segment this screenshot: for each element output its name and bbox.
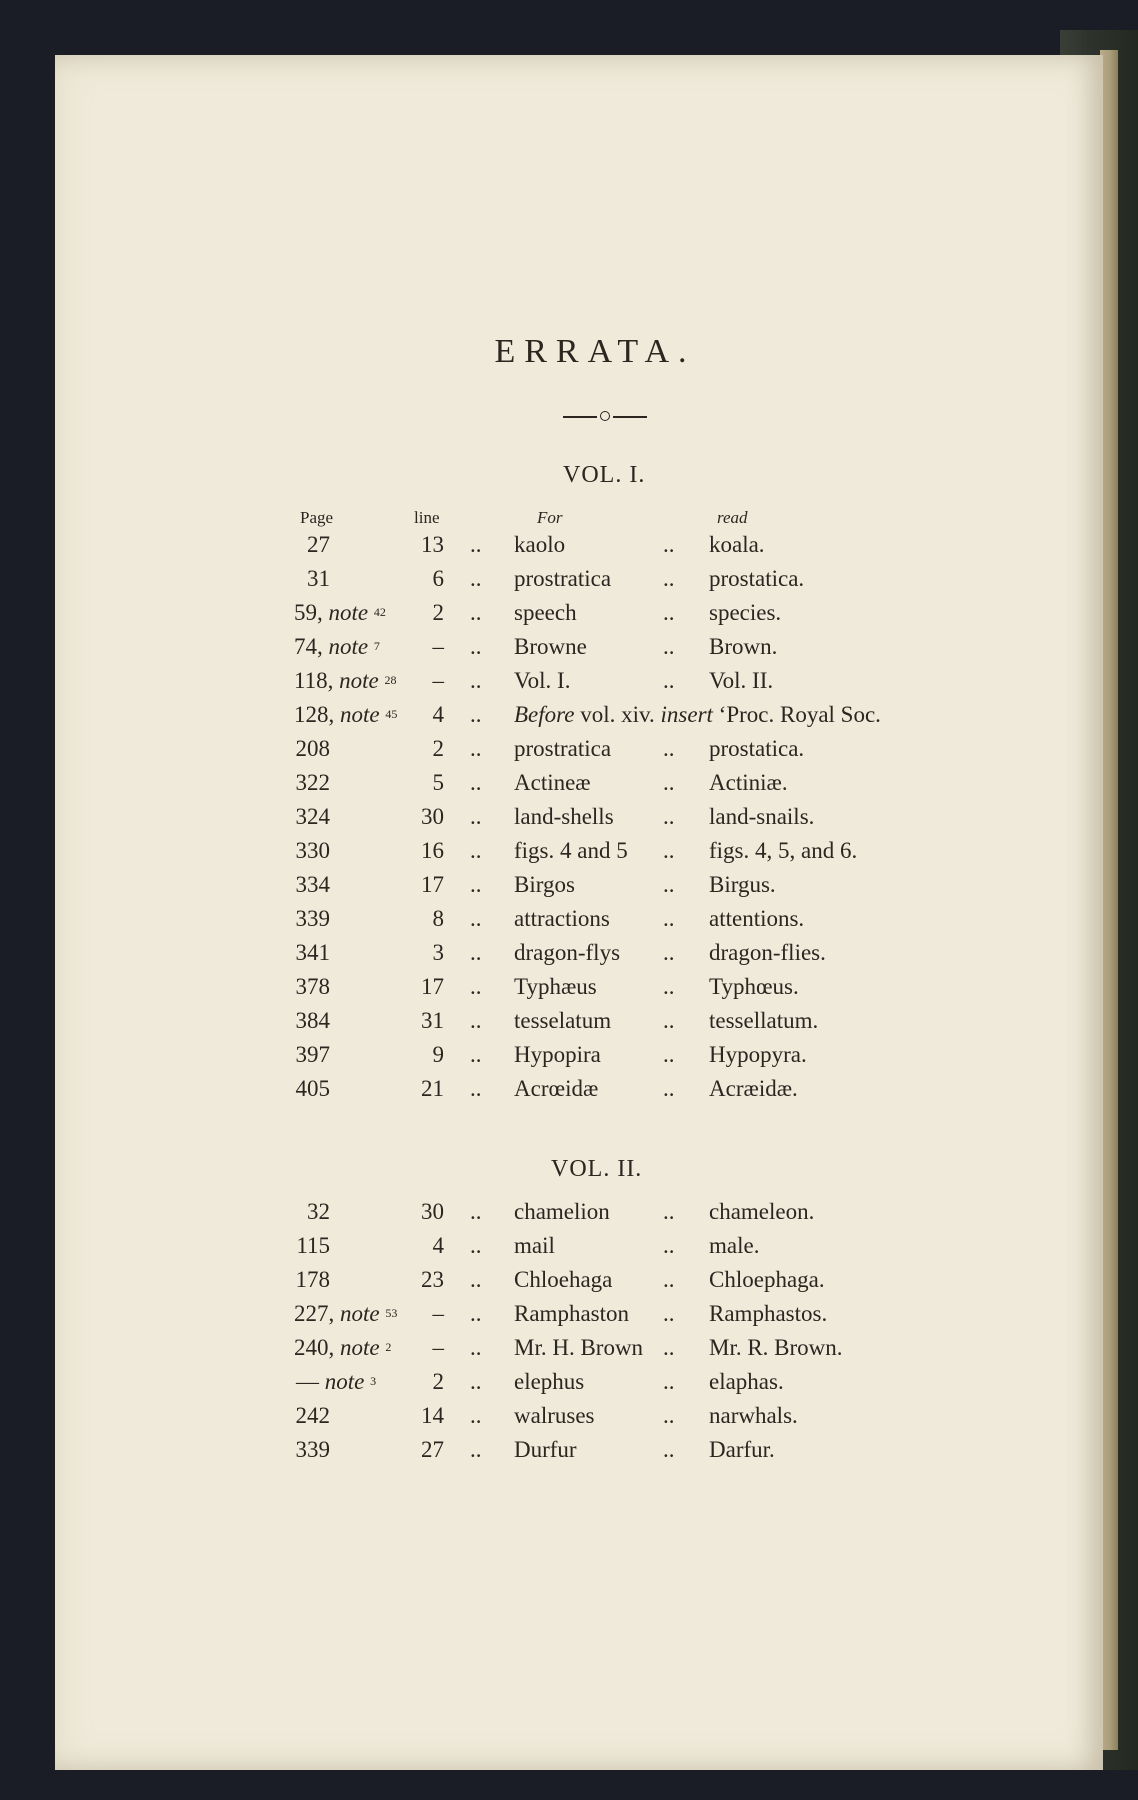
line-number: 6 [432, 566, 444, 591]
leader-dots: .. [470, 1335, 482, 1360]
erroneous-text: Browne [514, 634, 587, 659]
corrected-text: Acræidæ. [709, 1076, 798, 1101]
leader-dots: .. [663, 1335, 675, 1360]
page-note-ref: 59, note $^{42}$ [294, 600, 386, 625]
corrected-text: Hypopyra. [709, 1042, 807, 1067]
errata-row [0, 634, 1138, 664]
errata-row [0, 1369, 1138, 1399]
page-number: 341 [295, 940, 330, 965]
leader-dots: .. [663, 1267, 675, 1292]
corrected-text: Brown. [709, 634, 778, 659]
line-number: 30 [421, 1199, 444, 1224]
errata-row [0, 566, 1138, 596]
errata-row [0, 1076, 1138, 1106]
line-number: 27 [421, 1437, 444, 1462]
errata-row [0, 770, 1138, 800]
leader-dots: .. [470, 1042, 482, 1067]
corrected-text: Mr. R. Brown. [709, 1335, 843, 1360]
leader-dots: .. [470, 566, 482, 591]
line-number: 8 [432, 906, 444, 931]
erroneous-text: dragon-flys [514, 940, 621, 965]
insertion-instruction: Before vol. xiv. insert ‘Proc. Royal Soc. [514, 702, 881, 727]
corrected-text: narwhals. [709, 1403, 798, 1428]
leader-dots: .. [470, 770, 482, 795]
page-number: 339 [295, 906, 330, 931]
leader-dots: .. [663, 838, 675, 863]
line-number: 17 [421, 872, 444, 897]
leader-dots: .. [470, 668, 482, 693]
line-number: 3 [432, 940, 444, 965]
leader-dots: .. [663, 974, 675, 999]
line-number: 23 [421, 1267, 444, 1292]
erroneous-text: Birgos [514, 872, 575, 897]
leader-dots: .. [663, 940, 675, 965]
errata-row [0, 838, 1138, 868]
leader-dots: .. [470, 974, 482, 999]
vol1-heading: VOL. I. [563, 462, 646, 488]
leader-dots: .. [663, 532, 675, 557]
corrected-text: figs. 4, 5, and 6. [709, 838, 858, 863]
errata-row [0, 532, 1138, 562]
line-number: 31 [421, 1008, 444, 1033]
leader-dots: .. [470, 1403, 482, 1428]
line-number: 4 [432, 1233, 444, 1258]
line-number: 21 [421, 1076, 444, 1101]
erroneous-text: Mr. H. Brown [514, 1335, 644, 1360]
errata-row [0, 1008, 1138, 1038]
errata-row [0, 906, 1138, 936]
page-title: ERRATA. [494, 333, 696, 370]
corrected-text: species. [709, 600, 782, 625]
corrected-text: chameleon. [709, 1199, 815, 1224]
erroneous-text: Vol. I. [514, 668, 571, 693]
leader-dots: .. [470, 804, 482, 829]
corrected-text: Chloephaga. [709, 1267, 825, 1292]
errata-row [0, 702, 1138, 732]
page-number: 242 [295, 1403, 330, 1428]
errata-row [0, 1233, 1138, 1263]
leader-dots: .. [470, 838, 482, 863]
leader-dots: .. [470, 1076, 482, 1101]
column-header-for: For [537, 508, 563, 527]
erroneous-text: Ramphaston [514, 1301, 629, 1326]
page-number: 405 [295, 1076, 330, 1101]
leader-dots: .. [470, 1008, 482, 1033]
page-number: 324 [295, 804, 330, 829]
corrected-text: prostatica. [709, 736, 805, 761]
erroneous-text: Durfur [514, 1437, 577, 1462]
page-number: 384 [295, 1008, 330, 1033]
line-number: 2 [432, 736, 444, 761]
page-number: 378 [295, 974, 330, 999]
page-number: 330 [295, 838, 330, 863]
line-number: 14 [421, 1403, 444, 1428]
page-note-ref: 128, note $^{45}$ [294, 702, 398, 727]
erroneous-text: elephus [514, 1369, 585, 1394]
line-number: 9 [432, 1042, 444, 1067]
leader-dots: .. [470, 1267, 482, 1292]
leader-dots: .. [663, 1403, 675, 1428]
erroneous-text: prostratica [514, 736, 612, 761]
corrected-text: Actiniæ. [709, 770, 788, 795]
leader-dots: .. [470, 1437, 482, 1462]
leader-dots: .. [663, 1301, 675, 1326]
leader-dots: .. [663, 600, 675, 625]
erroneous-text: mail [514, 1233, 555, 1258]
errata-row [0, 872, 1138, 902]
corrected-text: Ramphastos. [709, 1301, 828, 1326]
errata-row [0, 1335, 1138, 1365]
corrected-text: prostatica. [709, 566, 805, 591]
corrected-text: elaphas. [709, 1369, 784, 1394]
corrected-text: male. [709, 1233, 760, 1258]
page-note-ref: 227, note $^{53}$ [294, 1301, 398, 1326]
line-number: – [432, 1335, 444, 1360]
errata-row [0, 1042, 1138, 1072]
page-number: 27 [307, 532, 330, 557]
erroneous-text: Chloehaga [514, 1267, 613, 1292]
leader-dots: .. [470, 1369, 482, 1394]
erroneous-text: Hypopira [514, 1042, 601, 1067]
erroneous-text: prostratica [514, 566, 612, 591]
erroneous-text: walruses [514, 1403, 595, 1428]
corrected-text: Vol. II. [709, 668, 774, 693]
erroneous-text: attractions [514, 906, 610, 931]
erroneous-text: figs. 4 and 5 [514, 838, 628, 863]
line-number: – [432, 634, 444, 659]
leader-dots: .. [663, 736, 675, 761]
corrected-text: koala. [709, 532, 765, 557]
leader-dots: .. [470, 906, 482, 931]
leader-dots: .. [663, 1437, 675, 1462]
erroneous-text: Acrœidæ [514, 1076, 599, 1101]
erroneous-text: Typhæus [514, 974, 597, 999]
line-number: – [432, 1301, 444, 1326]
errata-row [0, 1437, 1138, 1467]
errata-row [0, 940, 1138, 970]
errata-row [0, 804, 1138, 834]
line-number: 4 [432, 702, 444, 727]
leader-dots: .. [470, 940, 482, 965]
erroneous-text: kaolo [514, 532, 566, 557]
leader-dots: .. [470, 736, 482, 761]
line-number: – [432, 668, 444, 693]
errata-row [0, 600, 1138, 630]
leader-dots: .. [663, 1008, 675, 1033]
page-number: 115 [296, 1233, 330, 1258]
errata-row [0, 668, 1138, 698]
corrected-text: Darfur. [709, 1437, 775, 1462]
page-number: 334 [295, 872, 330, 897]
line-number: 2 [432, 600, 444, 625]
corrected-text: Typhœus. [709, 974, 799, 999]
page-number: 397 [295, 1042, 330, 1067]
leader-dots: .. [663, 804, 675, 829]
corrected-text: land-snails. [709, 804, 815, 829]
leader-dots: .. [663, 1369, 675, 1394]
leader-dots: .. [663, 770, 675, 795]
vol2-heading: VOL. II. [551, 1156, 643, 1182]
line-number: 2 [432, 1369, 444, 1394]
errata-row [0, 1403, 1138, 1433]
page-number: 31 [307, 566, 330, 591]
erroneous-text: speech [514, 600, 577, 625]
column-header-page: Page [300, 508, 334, 527]
column-header-read: read [717, 508, 748, 527]
page-number: 32 [307, 1199, 330, 1224]
erroneous-text: chamelion [514, 1199, 610, 1224]
leader-dots: .. [470, 634, 482, 659]
line-number: 16 [421, 838, 444, 863]
page-number: 208 [295, 736, 330, 761]
leader-dots: .. [470, 1301, 482, 1326]
errata-row [0, 736, 1138, 766]
errata-row [0, 1199, 1138, 1229]
leader-dots: .. [663, 634, 675, 659]
errata-row [0, 974, 1138, 1004]
leader-dots: .. [470, 1233, 482, 1258]
line-number: 5 [432, 770, 444, 795]
leader-dots: .. [470, 702, 482, 727]
leader-dots: .. [470, 600, 482, 625]
page-note-ref: 240, note $^2$ [294, 1335, 392, 1360]
leader-dots: .. [663, 566, 675, 591]
erroneous-text: Actineæ [514, 770, 591, 795]
corrected-text: attentions. [709, 906, 805, 931]
page-number: 322 [295, 770, 330, 795]
leader-dots: .. [663, 906, 675, 931]
line-number: 30 [421, 804, 444, 829]
line-number: 17 [421, 974, 444, 999]
page-number: 178 [295, 1267, 330, 1292]
errata-row [0, 1267, 1138, 1297]
line-number: 13 [421, 532, 444, 557]
errata-row [0, 1301, 1138, 1331]
page-note-ref: 118, note $^{28}$ [294, 668, 397, 693]
leader-dots: .. [663, 668, 675, 693]
corrected-text: Birgus. [709, 872, 776, 897]
corrected-text: dragon-flies. [709, 940, 826, 965]
erroneous-text: tesselatum [514, 1008, 612, 1033]
ornamental-rule [563, 410, 647, 424]
leader-dots: .. [470, 532, 482, 557]
page-note-ref: 74, note $^7$ [294, 634, 380, 659]
leader-dots: .. [663, 1199, 675, 1224]
column-header-line: line [414, 508, 440, 527]
erroneous-text: land-shells [514, 804, 614, 829]
leader-dots: .. [663, 1076, 675, 1101]
leader-dots: .. [470, 1199, 482, 1224]
page-note-ref: — note $^3$ [296, 1369, 377, 1394]
page-number: 339 [295, 1437, 330, 1462]
leader-dots: .. [663, 872, 675, 897]
leader-dots: .. [663, 1233, 675, 1258]
corrected-text: tessellatum. [709, 1008, 819, 1033]
leader-dots: .. [663, 1042, 675, 1067]
leader-dots: .. [470, 872, 482, 897]
